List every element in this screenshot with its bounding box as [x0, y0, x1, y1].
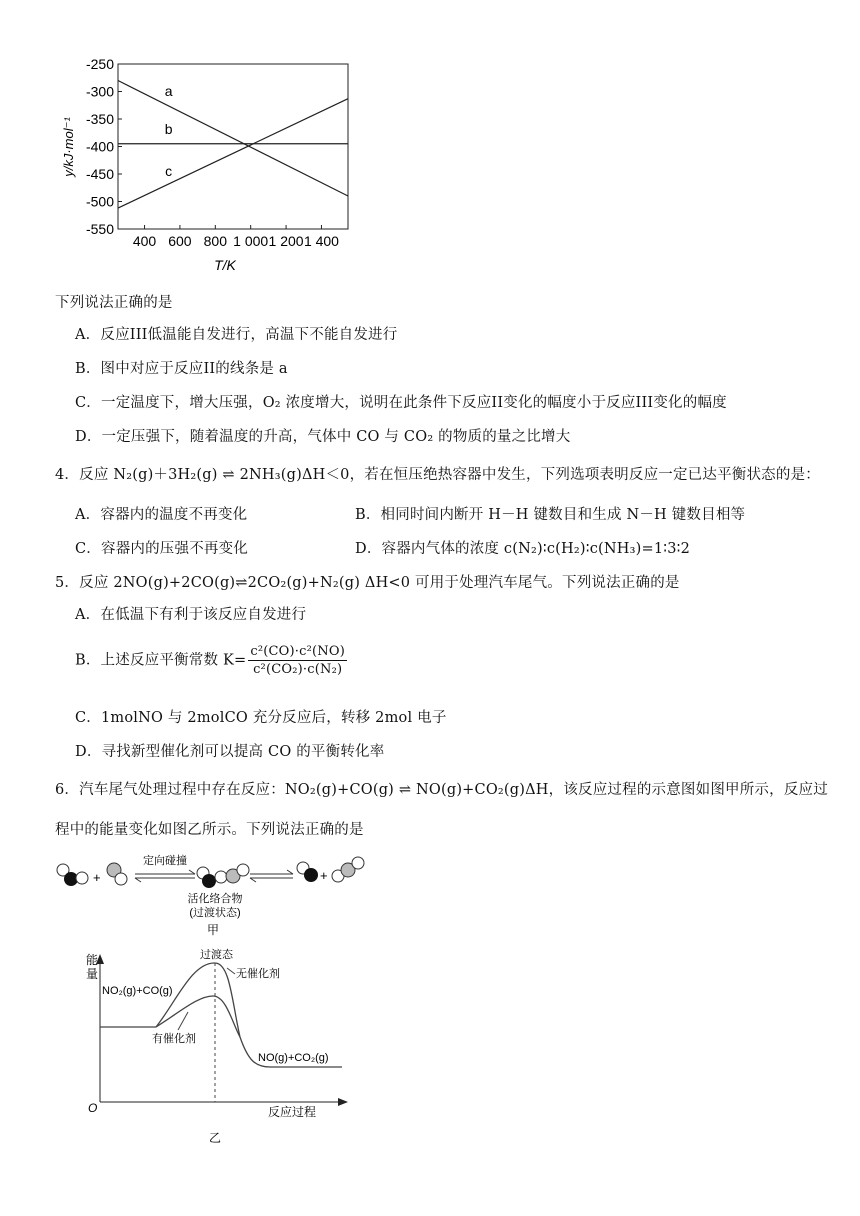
series-line-a: [118, 81, 348, 197]
y-tick-label: -450: [85, 166, 114, 182]
q3-option-c: C．一定温度下，增大压强，O₂ 浓度增大，说明在此条件下反应II变化的幅度小于反应III变化的幅度: [75, 395, 727, 411]
y-tick-label: -400: [85, 138, 114, 155]
x-tick-label: 1 200: [268, 233, 304, 249]
complex-label-2: (过渡状态): [189, 907, 241, 919]
y-tick-label: -350: [85, 111, 114, 127]
activated-complex-icon: [197, 864, 249, 888]
with-catalyst-pointer: [178, 1012, 188, 1030]
complex-label-1: 活化络合物: [187, 893, 243, 905]
y-axis-label: y/kJ·mol⁻¹: [61, 117, 76, 177]
catalyst-pointer: [227, 968, 235, 974]
q3-option-a: A．反应III低温能自发进行，高温下不能自发进行: [75, 327, 398, 343]
series-line-c: [118, 99, 348, 208]
x-tick-label: 400: [132, 233, 157, 249]
molecule-no2-icon: [57, 864, 88, 886]
x-axis-label: T/K: [214, 257, 236, 273]
q3-option-b: B．图中对应于反应II的线条是 a: [75, 361, 288, 377]
no-catalyst-label: 无催化剂: [236, 968, 280, 980]
x-tick-label: 600: [168, 233, 192, 249]
molecule-co-icon: [107, 863, 127, 885]
fraction-numerator: c²(CO)·c²(NO): [250, 644, 346, 659]
q3-lead: 下列说法正确的是: [55, 295, 173, 311]
y-tick-label: -500: [85, 193, 114, 210]
q3-option-d: D．一定压强下，随着温度的升高，气体中 CO 与 CO₂ 的物质的量之比增大: [75, 429, 571, 445]
chart-series: [118, 81, 348, 209]
y-label-1: 能: [86, 953, 99, 967]
q6-stem-line1: 6．汽车尾气处理过程中存在反应：NO₂(g)+CO(g) ⇌ NO(g)+CO₂(g)ΔH，该反应过程的示意图如图甲所示，反应过: [55, 782, 828, 798]
plus-sign: +: [93, 870, 101, 885]
reactants-label: NO₂(g)+CO(g): [102, 985, 173, 997]
origin-label: O: [88, 1101, 98, 1115]
q4-option-b: B．相同时间内断开 H－H 键数目和生成 N－H 键数目相等: [355, 507, 746, 523]
fraction-denominator: c²(CO₂)·c(N₂): [253, 662, 343, 677]
equilibrium-arrow-icon: [135, 870, 195, 882]
x-tick-label: 800: [203, 233, 227, 249]
q6-stem-line2: 程中的能量变化如图乙所示。下列说法正确的是: [55, 822, 364, 838]
arrow-label: 定向碰撞: [143, 855, 187, 867]
plot-frame: [118, 64, 348, 229]
q5-option-c: C．1molNO 与 2molCO 充分反应后，转移 2mol 电子: [75, 710, 447, 726]
q4-option-c: C．容器内的压强不再变化: [75, 541, 248, 557]
y-tick-label: -250: [85, 56, 114, 72]
figure-yi-caption: 乙: [208, 1131, 222, 1145]
equilibrium-arrow-2-icon: [250, 870, 293, 882]
products-label: NO(g)+CO₂(g): [258, 1052, 329, 1064]
q5-option-b-lead: B．上述反应平衡常数 K=: [75, 652, 247, 669]
molecule-no-icon: [297, 862, 318, 882]
x-tick-label: 1 400: [303, 233, 339, 249]
figure-yi-energy-profile: [80, 942, 360, 1152]
figure-jia-caption: 甲: [206, 923, 220, 937]
with-catalyst-curve: [156, 996, 240, 1037]
temperature-energy-chart: [55, 52, 365, 280]
transition-label: 过渡态: [200, 949, 233, 961]
with-catalyst-label: 有催化剂: [152, 1033, 196, 1045]
q5-stem: 5．反应 2NO(g)+2CO(g)⇌2CO₂(g)+N₂(g) ΔH<0 可用于处理汽车尾气。下列说法正确的是: [55, 575, 680, 591]
q5-option-b: [75, 643, 347, 678]
equilibrium-constant-fraction: [248, 643, 347, 678]
plus-sign-2: +: [320, 868, 328, 883]
x-tick-label: 1 000: [233, 233, 269, 249]
q5-option-a: A．在低温下有利于该反应自发进行: [75, 607, 307, 623]
y-ticks: [86, 56, 122, 237]
molecule-co2-icon: [332, 857, 364, 882]
series-label-b: b: [164, 120, 173, 137]
figure-jia-collision: [55, 852, 375, 940]
series-label-a: a: [164, 82, 173, 99]
y-label-2: 量: [86, 967, 99, 981]
x-axis-label: 反应过程: [268, 1105, 317, 1119]
y-tick-label: -300: [85, 83, 114, 100]
q4-stem: 4．反应 N₂(g)＋3H₂(g) ⇌ 2NH₃(g)ΔH＜0，若在恒压绝热容器中发生，下列选项表明反应一定已达平衡状态的是：: [55, 467, 820, 483]
q4-option-a: A．容器内的温度不再变化: [75, 507, 248, 523]
y-tick-label: -550: [85, 221, 114, 237]
x-axis-arrow-icon: [338, 1098, 348, 1106]
q5-option-d: D．寻找新型催化剂可以提高 CO 的平衡转化率: [75, 744, 385, 760]
series-label-c: c: [165, 163, 173, 180]
q4-option-d: D．容器内气体的浓度 c(N₂)∶c(H₂)∶c(NH₃)=1∶3∶2: [355, 541, 691, 557]
